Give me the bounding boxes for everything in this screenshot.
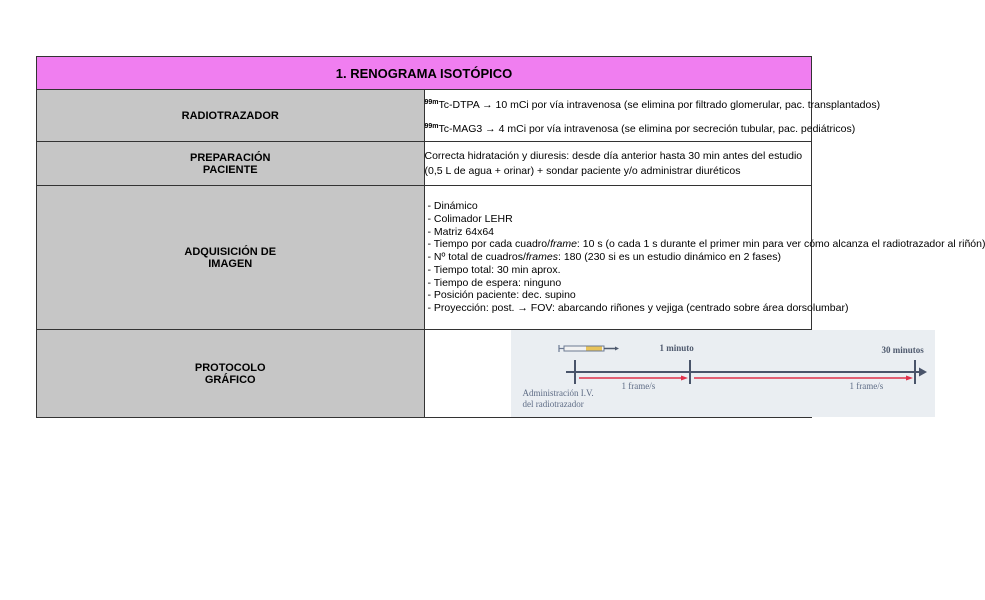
frame-arrowhead-1	[681, 376, 688, 381]
adquisicion-item: - Matriz 64x64	[427, 225, 495, 238]
label-administracion-line2: del radiotrazador	[522, 399, 584, 409]
adquisicion-item: - Colimador LEHR	[427, 213, 513, 226]
label-adquisicion: ADQUISICIÓN DE IMAGEN	[37, 186, 425, 330]
adquisicion-item: - Posición paciente: dec. supino	[427, 289, 576, 302]
radiotrazador-line-dtpa: $^{99m}$Tc-DTPA → 10 mCi por vía intravenosa (se elimina por filtrado glomerular, pac. transplantados)	[424, 98, 881, 111]
label-protocolo: PROTOCOLO GRÁFICO	[37, 330, 425, 418]
adquisicion-item: - Tiempo de espera: ninguno	[427, 276, 562, 289]
preparacion-content: Correcta hidratación y diuresis: desde día anterior hasta 30 min antes del estudio (0,5 L de agua + orinar) + sondar paciente y/o administrar diuréticos	[424, 142, 812, 186]
protocolo-content	[424, 330, 924, 418]
table-title: 1. RENOGRAMA ISOTÓPICO	[37, 57, 812, 90]
isotope-superscript: 99m	[424, 98, 439, 106]
adquisicion-item: - Tiempo por cada cuadro/frame: 10 s (o cada 1 s durante el primer min para ver cómo alcanza el radiotrazador al riñón)	[427, 238, 985, 251]
timeline-arrowhead	[919, 368, 927, 377]
adquisicion-item: - Tiempo total: 30 min aprox.	[427, 263, 561, 276]
label-administracion-line1: Administración I.V.	[522, 388, 594, 398]
label-frame-rate-2: 1 frame/s	[849, 381, 884, 391]
syringe-icon	[559, 345, 619, 352]
protocol-table	[36, 56, 985, 418]
label-frame-rate-1: 1 frame/s	[621, 381, 656, 391]
radiotrazador-content	[424, 90, 881, 142]
adquisicion-item: - Nº total de cuadros/frames: 180 (230 si es un estudio dinámico en 2 fases)	[427, 251, 781, 264]
timeline-diagram	[511, 330, 935, 417]
isotope-superscript: 99m	[424, 122, 439, 130]
label-30-minutos: 30 minutos	[881, 345, 924, 355]
label-1-minuto: 1 minuto	[659, 343, 694, 353]
adquisicion-item: - Proyección: post. → FOV: abarcando riñones y vejiga (centrado sobre área dorsolumbar)	[427, 301, 849, 314]
frame-arrowhead-2	[906, 376, 913, 381]
label-preparacion: PREPARACIÓN PACIENTE	[37, 142, 425, 186]
adquisicion-content	[424, 186, 985, 330]
radiotrazador-line-mag3: $^{99m}$Tc-MAG3 → 4 mCi por vía intravenosa (se elimina por secreción tubular, pac. pediátricos)	[424, 122, 856, 135]
label-radiotrazador: RADIOTRAZADOR	[37, 90, 425, 142]
adquisicion-item: - Dinámico	[427, 200, 478, 213]
